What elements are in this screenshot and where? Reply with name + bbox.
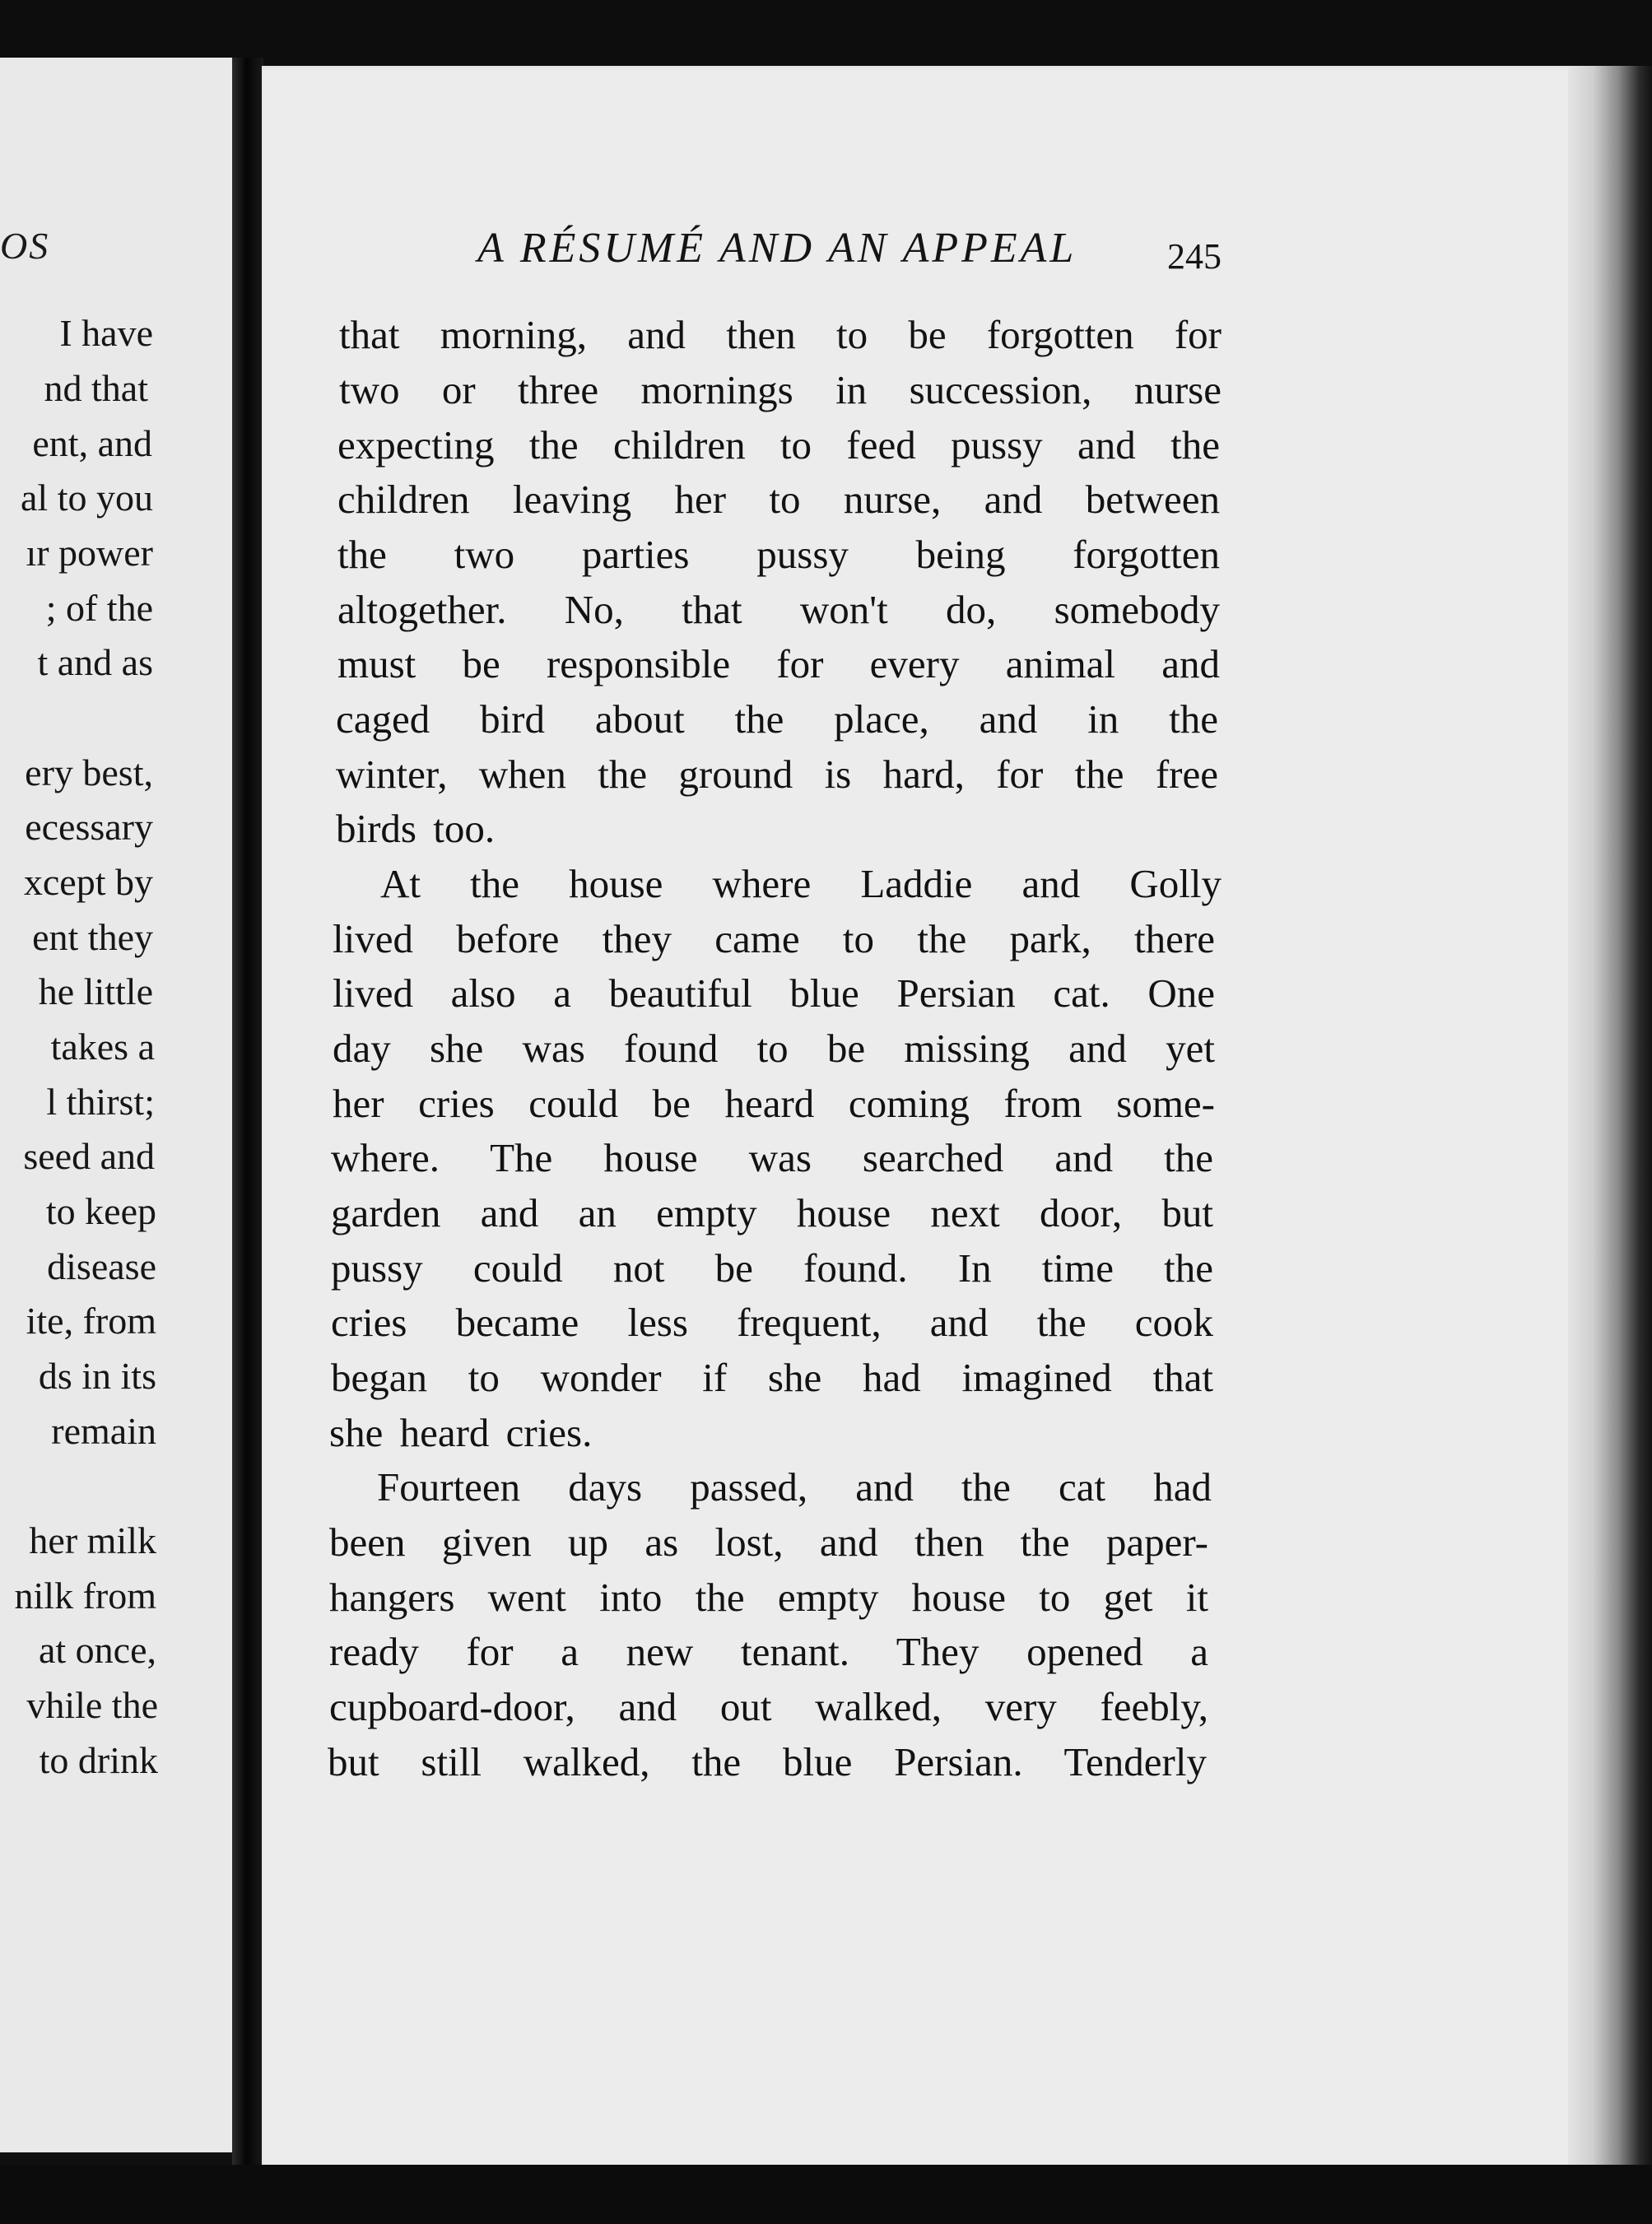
- left-page-line: remain: [51, 1410, 156, 1452]
- body-text-line: At the house where Laddie and Golly: [380, 861, 1222, 906]
- body-text-line: been given up as lost, and then the paper-: [329, 1519, 1208, 1565]
- left-page-line: ent, and: [32, 422, 152, 464]
- body-text-line: cries became less frequent, and the cook: [331, 1300, 1213, 1345]
- body-text-line: her cries could be heard coming from some-: [333, 1081, 1215, 1126]
- body-text-line: expecting the children to feed pussy and the: [337, 422, 1220, 468]
- left-page-line: ır power: [26, 532, 153, 574]
- left-page-line: ery best,: [25, 751, 153, 793]
- body-text-line: altogether. No, that won't do, somebody: [337, 587, 1220, 632]
- left-page-line: l thirst;: [46, 1081, 155, 1123]
- left-page-line: nd that: [44, 367, 148, 409]
- left-page-line: ent they: [32, 916, 153, 958]
- page-edge-shadow: [1568, 66, 1652, 2173]
- body-text-line: that morning, and then to be forgotten for: [339, 312, 1222, 357]
- left-page-line: to drink: [39, 1739, 158, 1781]
- left-page-line: ecessary: [25, 806, 153, 848]
- left-page-line: I have: [59, 312, 153, 354]
- left-page-line: seed and: [23, 1135, 155, 1177]
- book-spine: [232, 58, 263, 2165]
- body-text-line: children leaving her to nurse, and between: [337, 477, 1220, 522]
- left-running-head-fragment: OS: [0, 225, 50, 267]
- body-text-line: lived before they came to the park, there: [333, 916, 1215, 961]
- left-page-line: ite, from: [26, 1300, 156, 1342]
- body-text-line: the two parties pussy being forgotten: [337, 532, 1220, 577]
- body-text-line: pussy could not be found. In time the: [331, 1245, 1213, 1291]
- body-text-line: must be responsible for every animal and: [337, 641, 1220, 686]
- body-text-line: Fourteen days passed, and the cat had: [377, 1464, 1212, 1510]
- body-text-line: caged bird about the place, and in the: [336, 696, 1218, 742]
- body-text-line: garden and an empty house next door, but: [331, 1190, 1213, 1235]
- body-text-line: cupboard-door, and out walked, very feebly,: [329, 1684, 1208, 1729]
- page-number: 245: [1167, 236, 1222, 277]
- left-page-line: ds in its: [38, 1355, 156, 1397]
- body-text-line: but still walked, the blue Persian. Tenderly: [328, 1739, 1207, 1784]
- running-head: A RÉSUMÉ AND AN APPEAL: [477, 225, 1077, 272]
- left-page-line: ; of the: [45, 587, 153, 629]
- left-page-line: to keep: [45, 1190, 156, 1232]
- body-text-line: ready for a new tenant. They opened a: [329, 1629, 1208, 1674]
- body-text-line: lived also a beautiful blue Persian cat. One: [333, 970, 1215, 1016]
- scan-bottom-border: [0, 2165, 1652, 2224]
- left-page-line: her milk: [29, 1519, 156, 1561]
- left-page-line: t and as: [37, 641, 153, 683]
- left-page-line: vhile the: [26, 1684, 158, 1726]
- left-page-line: takes a: [50, 1026, 155, 1068]
- body-text-line: began to wonder if she had imagined that: [331, 1355, 1213, 1400]
- left-page-line: at once,: [38, 1629, 156, 1671]
- body-text-line: where. The house was searched and the: [331, 1135, 1213, 1180]
- body-text-line: she heard cries.: [329, 1410, 593, 1455]
- left-page-line: nilk from: [14, 1575, 156, 1617]
- body-text-line: winter, when the ground is hard, for the free: [336, 751, 1218, 797]
- left-page-line: xcept by: [23, 861, 153, 903]
- left-page-line: he little: [38, 970, 153, 1012]
- body-text-line: birds too.: [336, 806, 496, 851]
- body-text-line: two or three mornings in succession, nurse: [339, 367, 1222, 412]
- left-page-line: disease: [47, 1245, 156, 1287]
- body-text-line: hangers went into the empty house to get it: [329, 1575, 1208, 1620]
- body-text-line: day she was found to be missing and yet: [333, 1026, 1215, 1071]
- left-page-line: al to you: [21, 477, 153, 519]
